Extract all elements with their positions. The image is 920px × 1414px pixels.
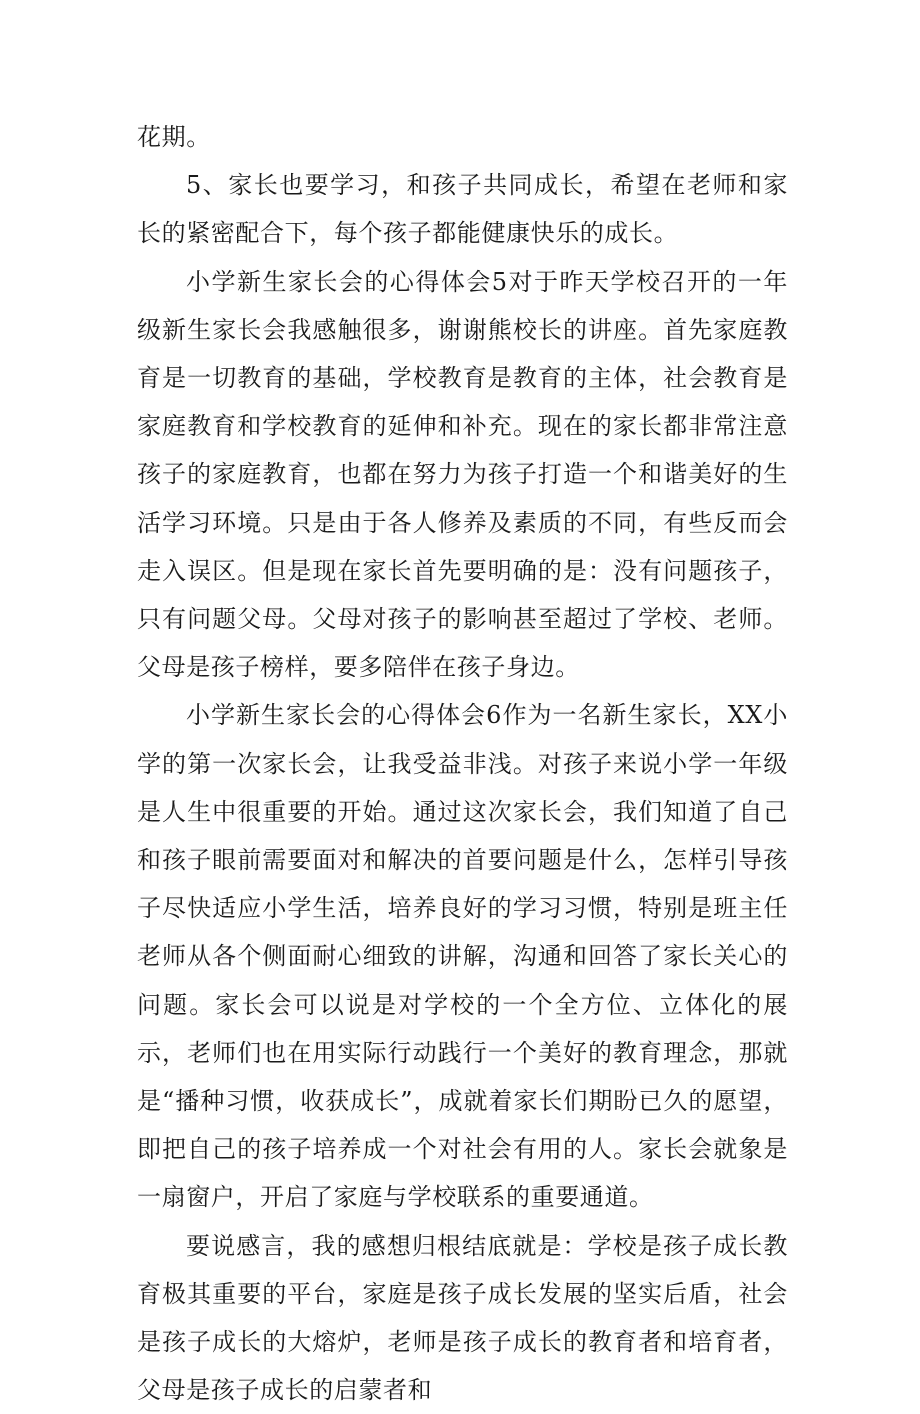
paragraph-reflection-6: 小学新生家长会的心得体会6作为一名新生家长，XX小学的第一次家长会，让我受益非浅。对孩子来说小学一年级是人生中很重要的开始。通过这次家长会，我们知道了自己和孩子眼前需要面对和解决的首要问题是什么，怎样引导孩子尽快适应小学生活，培养良好的学习习惯，特别是班主任老师从各个侧面耐心细致的讲解，沟通和回答了家长关心的问题。家长会可以说是对学校的一个全方位、立体化的展示，老师们也在用实际行动践行一个美好的教育理念，那就是“播种习惯，收获成长”，成就着家长们期盼已久的愿望，即把自己的孩子培养成一个对社会有用的人。家长会就象是一扇窗户，开启了家庭与学校联系的重要通道。 xyxy=(137,701,788,1212)
paragraph-parents-learning: 5、家长也要学习，和孩子共同成长，希望在老师和家长的紧密配合下，每个孩子都能健康快乐的成长。 xyxy=(137,171,788,248)
document-body xyxy=(137,113,788,1414)
paragraph-continuation: 花期。 xyxy=(137,123,211,151)
paragraph-reflection-5: 小学新生家长会的心得体会5对于昨天学校召开的一年级新生家长会我感触很多，谢谢熊校长的讲座。首先家庭教育是一切教育的基础，学校教育是教育的主体，社会教育是家庭教育和学校教育的延伸和补充。现在的家长都非常注意孩子的家庭教育，也都在努力为孩子打造一个和谐美好的生活学习环境。只是由于各人修养及素质的不同，有些反而会走入误区。但是现在家长首先要明确的是：没有问题孩子，只有问题父母。父母对孩子的影响甚至超过了学校、老师。父母是孩子榜样，要多陪伴在孩子身边。 xyxy=(137,267,788,682)
paragraph-closing-thoughts: 要说感言，我的感想归根结底就是：学校是孩子成长教育极其重要的平台，家庭是孩子成长发展的坚实后盾，社会是孩子成长的大熔炉，老师是孩子成长的教育者和培育者，父母是孩子成长的启蒙者和 xyxy=(137,1231,788,1405)
